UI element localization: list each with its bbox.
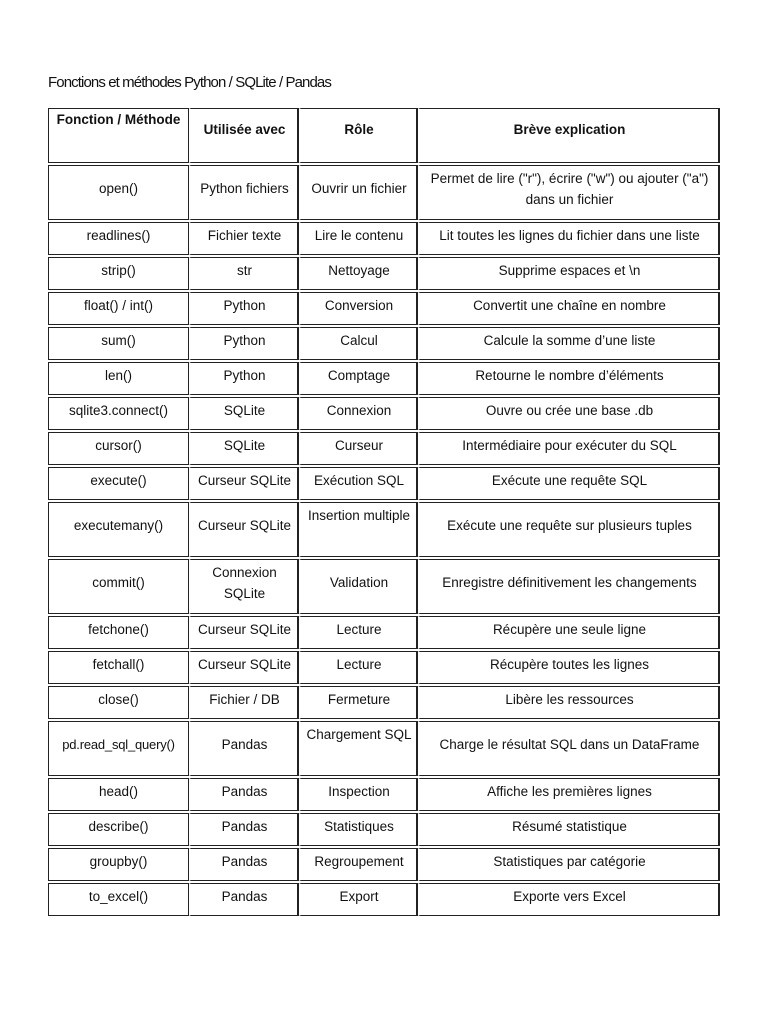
cell-explanation: Libère les ressources [418,686,720,719]
table-row [48,292,720,325]
table-row [48,651,720,684]
cell-function: fetchone() [48,616,189,649]
table-row [48,502,720,557]
cell-used-with: Curseur SQLite [189,651,299,684]
cell-role: Export [299,883,418,916]
cell-function: describe() [48,813,189,846]
table-row [48,559,720,614]
table-row [48,432,720,465]
cell-role: Calcul [299,327,418,360]
cell-role: Fermeture [299,686,418,719]
cell-role: Regroupement [299,848,418,881]
header-role: Rôle [299,108,418,163]
table-header-row [48,108,720,163]
cell-used-with: SQLite [189,432,299,465]
cell-function: execute() [48,467,189,500]
cell-role: Insertion multiple [299,502,418,557]
functions-table-container [48,108,720,918]
document-title: Fonctions et méthodes Python / SQLite / Pandas [48,74,331,91]
table-row [48,222,720,255]
cell-function: fetchall() [48,651,189,684]
table-row [48,848,720,881]
cell-used-with: Python [189,362,299,395]
cell-function: pd.read_sql_query() [48,721,189,776]
table-row [48,467,720,500]
cell-function: sqlite3.connect() [48,397,189,430]
cell-explanation: Récupère toutes les lignes [418,651,720,684]
cell-role: Nettoyage [299,257,418,290]
cell-role: Comptage [299,362,418,395]
cell-used-with: SQLite [189,397,299,430]
header-explanation: Brève explication [418,108,720,163]
cell-role: Conversion [299,292,418,325]
cell-explanation: Exécute une requête SQL [418,467,720,500]
cell-role: Ouvrir un fichier [299,165,418,220]
cell-explanation: Permet de lire ("r"), écrire ("w") ou ajouter ("a") dans un fichier [418,165,720,220]
cell-role: Exécution SQL [299,467,418,500]
cell-used-with: Fichier / DB [189,686,299,719]
cell-function: cursor() [48,432,189,465]
cell-used-with: Fichier texte [189,222,299,255]
cell-explanation: Exécute une requête sur plusieurs tuples [418,502,720,557]
cell-used-with: Pandas [189,883,299,916]
cell-role: Statistiques [299,813,418,846]
cell-role: Curseur [299,432,418,465]
cell-function: head() [48,778,189,811]
table-row [48,397,720,430]
cell-explanation: Exporte vers Excel [418,883,720,916]
cell-function: len() [48,362,189,395]
cell-used-with: Pandas [189,848,299,881]
header-function: Fonction / Méthode [48,108,189,163]
cell-used-with: Curseur SQLite [189,502,299,557]
table-row [48,721,720,776]
cell-role: Connexion [299,397,418,430]
cell-function: executemany() [48,502,189,557]
table-row [48,686,720,719]
functions-table [48,106,720,918]
cell-used-with: Pandas [189,813,299,846]
cell-explanation: Enregistre définitivement les changements [418,559,720,614]
cell-function: sum() [48,327,189,360]
cell-function: readlines() [48,222,189,255]
table-row [48,813,720,846]
table-row [48,327,720,360]
cell-explanation: Récupère une seule ligne [418,616,720,649]
cell-used-with: Curseur SQLite [189,467,299,500]
cell-explanation: Résumé statistique [418,813,720,846]
cell-used-with: Connexion SQLite [189,559,299,614]
cell-used-with: Pandas [189,778,299,811]
cell-function: open() [48,165,189,220]
cell-explanation: Convertit une chaîne en nombre [418,292,720,325]
cell-explanation: Retourne le nombre d’éléments [418,362,720,395]
cell-explanation: Intermédiaire pour exécuter du SQL [418,432,720,465]
cell-explanation: Statistiques par catégorie [418,848,720,881]
cell-function: to_excel() [48,883,189,916]
cell-explanation: Supprime espaces et \n [418,257,720,290]
cell-used-with: Python fichiers [189,165,299,220]
cell-function: groupby() [48,848,189,881]
cell-explanation: Calcule la somme d’une liste [418,327,720,360]
table-row [48,778,720,811]
cell-role: Lecture [299,616,418,649]
table-row [48,883,720,916]
cell-explanation: Affiche les premières lignes [418,778,720,811]
table-row [48,362,720,395]
cell-used-with: Python [189,292,299,325]
cell-used-with: Python [189,327,299,360]
table-row [48,257,720,290]
table-row [48,165,720,220]
cell-role: Lecture [299,651,418,684]
cell-used-with: Curseur SQLite [189,616,299,649]
cell-explanation: Ouvre ou crée une base .db [418,397,720,430]
header-used-with: Utilisée avec [189,108,299,163]
cell-function: close() [48,686,189,719]
cell-used-with: str [189,257,299,290]
cell-role: Chargement SQL [299,721,418,776]
table-row [48,616,720,649]
cell-explanation: Charge le résultat SQL dans un DataFrame [418,721,720,776]
cell-role: Validation [299,559,418,614]
cell-role: Lire le contenu [299,222,418,255]
cell-function: float() / int() [48,292,189,325]
cell-function: strip() [48,257,189,290]
cell-role: Inspection [299,778,418,811]
cell-used-with: Pandas [189,721,299,776]
cell-function: commit() [48,559,189,614]
cell-explanation: Lit toutes les lignes du fichier dans une liste [418,222,720,255]
